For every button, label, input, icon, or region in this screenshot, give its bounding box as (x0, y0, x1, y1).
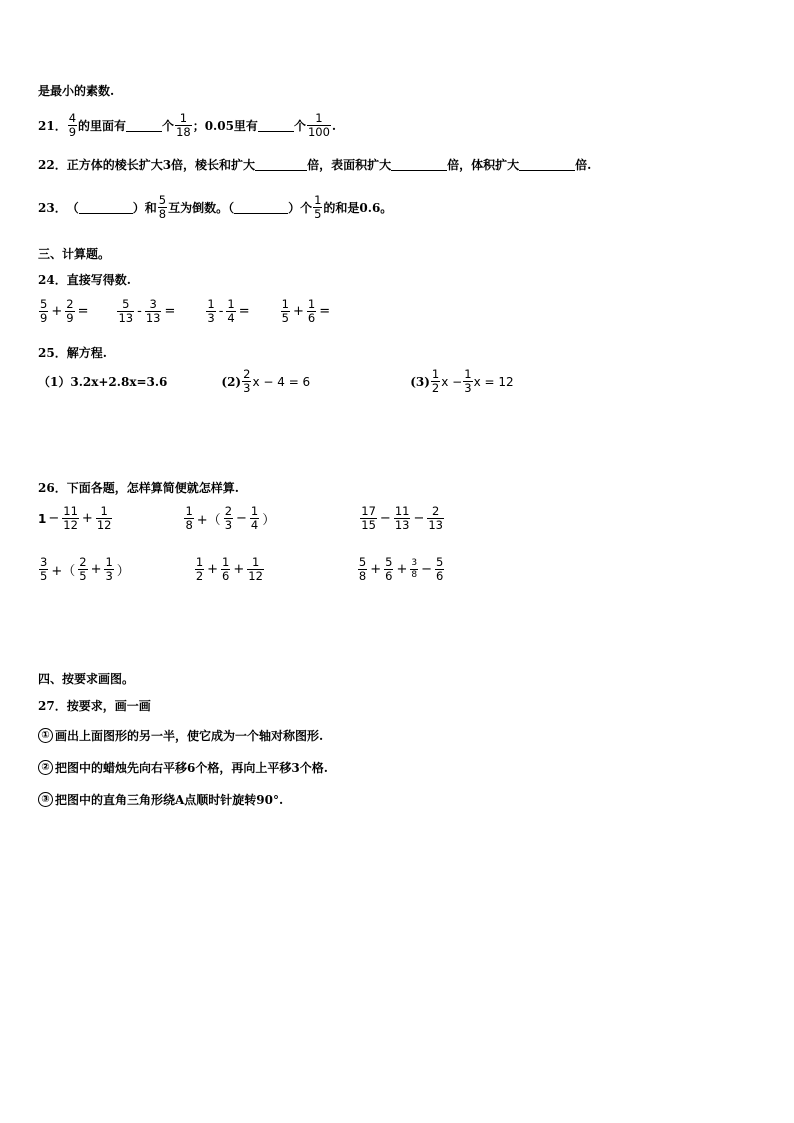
fraction: 1 100 (307, 111, 330, 139)
expression: 5 13 - $\frac{3}{13}$ = (118, 297, 176, 325)
expression: 5 9 + $\frac{2}{9}$ = (40, 297, 89, 325)
section-heading: 四、按要求画图。 (38, 672, 135, 686)
instruction-1: ① 画出上面图形的另一半，使它成为一个轴对称图形. (38, 727, 323, 744)
expression: 1 2 + $\frac{1}{6}$ + $\frac{1}{12}$ (195, 555, 263, 583)
expression: 5 8 + $\frac{5}{6}$ + $\frac{3}{8}$ − $\frac{5}{6}$ (358, 555, 444, 583)
question-26: 26．下面各题，怎样算简便就怎样算. (38, 481, 239, 495)
answer-blank[interactable] (255, 158, 307, 171)
equation-2: (2) 2 3 x − 4 = 6 (221, 367, 311, 395)
answer-blank[interactable] (126, 119, 162, 132)
answer-blank[interactable] (79, 201, 133, 214)
expression: 17 15 − $\frac{11}{13}$ − $\frac{2}{13}$ (361, 504, 443, 532)
equation-3: (3) 1 2 x − $\frac{1}{3}$ x = 12 (410, 367, 514, 395)
answer-blank[interactable] (519, 158, 575, 171)
expression-row (38, 556, 445, 583)
fraction: 1 18 (176, 111, 191, 139)
expression: 1 5 + $\frac{1}{6}$ = (281, 297, 331, 325)
expression-row (38, 505, 445, 532)
section-heading: 三、计算题。 (38, 247, 111, 261)
circled-number-2-icon: ② (38, 760, 53, 775)
equation-1: （1）3.2x+2.8x=3.6 (38, 375, 168, 389)
fraction: 5 8 (158, 193, 167, 221)
answer-blank[interactable] (258, 119, 294, 132)
expression: 1 3 - $\frac{1}{4}$ = (207, 297, 250, 325)
question-27: 27．按要求，画一画 (38, 699, 151, 713)
text-line: 是最小的素数. (38, 84, 115, 98)
instruction-3: ③ 把图中的直角三角形绕A点顺时针旋转90°. (38, 791, 283, 808)
equation-row (38, 368, 514, 395)
answer-blank[interactable] (234, 201, 288, 214)
circled-number-1-icon: ① (38, 728, 53, 743)
question-23: 23． （ ）和 5 8 互为倒数。（ ）个 1 5 的和是0.6。 (38, 193, 393, 221)
expression: 3 5 +（ 2 5 + $\frac{1}{3}$ ） (40, 555, 130, 583)
expression-row (38, 298, 332, 325)
instruction-2: ② 把图中的蜡烛先向右平移6个格，再向上平移3个格. (38, 759, 328, 776)
expression: 1 − $\frac{11}{12}$ + $\frac{1}{12}$ (38, 504, 112, 532)
answer-blank[interactable] (391, 158, 447, 171)
question-25: 25．解方程. (38, 346, 107, 360)
question-24: 24．直接写得数. (38, 273, 131, 287)
fraction: 1 5 (314, 193, 322, 221)
circled-number-3-icon: ③ (38, 792, 53, 807)
question-22: 22． 正方体的棱长扩大3倍，棱长和扩大 倍，表面积扩大 倍，体积扩大 倍. (38, 158, 592, 172)
question-21: 21． 4 9 的里面有 个 1 18 ；0.05里有 个 1 100 . (38, 111, 337, 139)
expression: 1 8 +（ 2 3 − $\frac{1}{4}$ ） (185, 504, 276, 532)
fraction: 4 9 (68, 111, 77, 139)
